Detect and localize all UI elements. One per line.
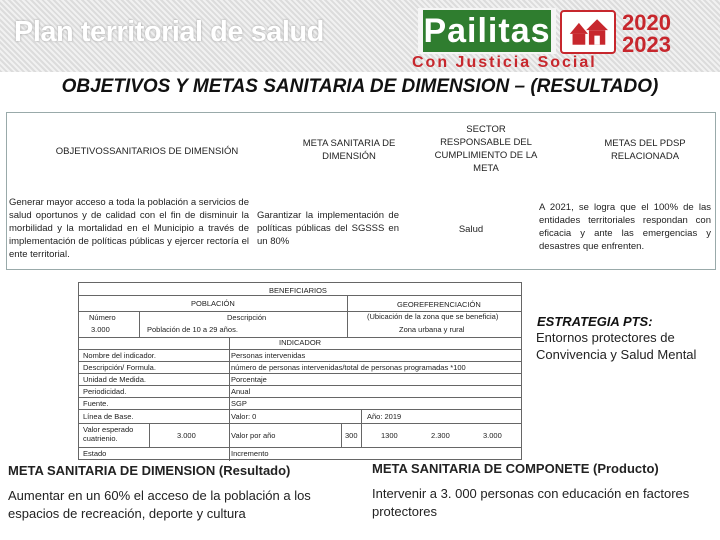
objectives-table — [6, 112, 716, 270]
strategy-title: ESTRATEGIA PTS: — [537, 314, 653, 329]
indicator-row-label: Descripción/ Formula. — [83, 363, 156, 372]
indicator-row-value: Porcentaje — [231, 375, 267, 384]
numero-value: 3.000 — [91, 325, 110, 334]
meta-resultado-body: Aumentar en un 60% el acceso de la población a los espacios de recreación, deporte y cultura — [8, 488, 311, 521]
indicator-row-label: Nombre del indicador. — [83, 351, 156, 360]
indicator-row-label: Periodicidad. — [83, 387, 127, 396]
ano-label: Año: 2019 — [367, 412, 402, 421]
meta-producto-title: META SANITARIA DE COMPONETE (Producto) — [372, 461, 659, 476]
descripcion-value: Población de 10 a 29 años. — [147, 325, 238, 334]
georef-header: GEOREFERENCIACIÓN — [397, 300, 481, 309]
indicator-row-value: Personas intervenidas — [231, 351, 306, 360]
meta-producto-body: Intervenir a 3. 000 personas con educación en factores protectores — [372, 486, 690, 519]
header-sector: SECTOR RESPONSABLE DEL CUMPLIMIENTO DE LA META — [434, 124, 538, 174]
valor-esperado-value: 3.000 — [177, 431, 196, 440]
strategy-body: Entornos protectores de Convivencia y Salud Mental — [536, 330, 697, 362]
year-end: 2023 — [622, 32, 671, 57]
valor-esperado-label: Valor esperado cuatrienio. — [83, 425, 134, 443]
beneficiarios-title: BENEFICIARIOS — [269, 286, 327, 295]
year-value: 3.000 — [483, 431, 502, 440]
header-objetivos: OBJETIVOSSANITARIOS DE DIMENSIÓN — [55, 146, 239, 157]
sector-text: Salud — [458, 224, 484, 235]
zona-value: Zona urbana y rural — [399, 325, 465, 334]
year-value: 300 — [345, 431, 358, 440]
valor-label: Valor: 0 — [231, 412, 257, 421]
page-title: OBJETIVOS Y METAS SANITARIA DE DIMENSION – (RESULTADO) — [61, 76, 659, 97]
logo — [418, 8, 556, 54]
poblacion-header: POBLACIÓN — [191, 299, 235, 308]
beneficiaries-table — [78, 282, 522, 460]
numero-label: Número — [89, 313, 116, 322]
year-start: 2020 — [622, 10, 671, 35]
estado-value: Incremento — [231, 449, 269, 458]
year-value: 1300 — [381, 431, 398, 440]
objetivo-text: Generar mayor acceso a toda la población a servicios de salud oportunos y de calidad con el fin de disminuir la morbilidad y la mortalidad en el Municipio a través de implementación de políticas públicas y ejercer rectoría el ente territorial. — [9, 197, 249, 260]
logo-years — [622, 12, 702, 56]
header-pdsp: METAS DEL PDSP RELACIONADA — [604, 138, 686, 162]
descripcion-label: Descripción — [227, 313, 267, 322]
indicator-row-value: número de personas intervenidas/total de personas programadas *100 — [231, 363, 466, 372]
valor-por-ano-label: Valor por año — [231, 431, 276, 440]
indicator-row-label: Fuente. — [83, 399, 109, 408]
logo-word: Pailitas — [423, 12, 551, 50]
estado-label: Estado — [83, 449, 107, 458]
meta-resultado-title: META SANITARIA DE DIMENSION (Resultado) — [8, 463, 291, 478]
banner-title: Plan territorial de salud — [14, 16, 324, 48]
header-meta: META SANITARIA DE DIMENSIÓN — [302, 138, 396, 162]
linea-base-label: Línea de Base. — [83, 412, 134, 421]
georef-subheader: (Ubicación de la zona que se beneficia) — [367, 312, 499, 321]
indicator-row-value: SGP — [231, 399, 247, 408]
indicator-row-value: Anual — [231, 387, 251, 396]
year-value: 2.300 — [431, 431, 450, 440]
meta-text: Garantizar la implementación de políticas públicas del SGSSS en un 80% — [257, 210, 399, 247]
houses-logo-icon — [560, 10, 616, 54]
indicator-row-label: Unidad de Medida. — [83, 375, 146, 384]
header-banner — [0, 0, 720, 72]
indicador-title: INDICADOR — [279, 338, 322, 347]
pdsp-text: A 2021, se logra que el 100% de las entidades territoriales respondan con eficacia y ante las emergencias y desastres que enfrenten. — [539, 202, 711, 252]
logo-slogan: Con Justicia Social — [412, 54, 597, 71]
